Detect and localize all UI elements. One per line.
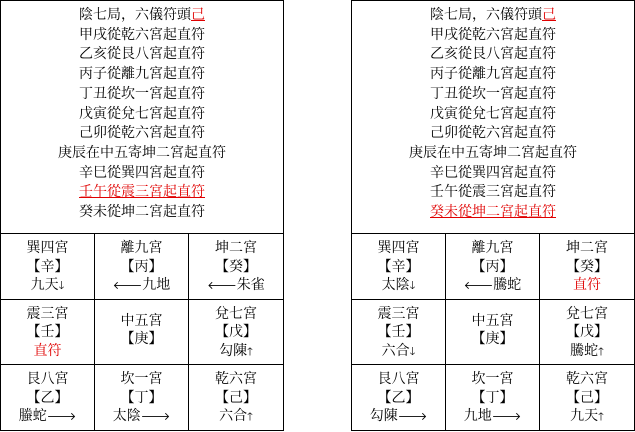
left-cell-zhen3 bbox=[1, 300, 95, 366]
stem: 【丁】 bbox=[471, 389, 514, 406]
deity: 九天 bbox=[30, 277, 59, 293]
palace-name: 兌七宮 bbox=[215, 305, 257, 322]
right-line: 丁丑從坎一宮起直符 bbox=[430, 85, 556, 102]
right-palace-grid bbox=[352, 234, 634, 431]
deity: 太陰 bbox=[112, 408, 141, 425]
left-cell-kun2 bbox=[189, 234, 283, 300]
right-cell-xun4 bbox=[352, 234, 446, 300]
stem: 【辛】 bbox=[377, 258, 420, 275]
arrow-up-icon: 🡑 bbox=[247, 410, 253, 424]
deity-zhifu: 直符 bbox=[573, 277, 601, 293]
palace-name: 中五宮 bbox=[120, 312, 163, 329]
deity: 勾陳 bbox=[369, 408, 398, 425]
palace-name: 震三宮 bbox=[26, 305, 69, 322]
right-cell-li9 bbox=[446, 234, 540, 300]
right-header-highlight: 己 bbox=[542, 7, 556, 23]
left-cell-li9 bbox=[95, 234, 189, 300]
left-cell-zhong5 bbox=[95, 300, 189, 366]
right-cell-zhong5 bbox=[446, 300, 540, 366]
left-line: 丁丑從坎一宮起直符 bbox=[79, 85, 205, 102]
left-highlight-line: 壬午從震三宮起直符 bbox=[79, 184, 205, 201]
palace-name: 離九宮 bbox=[471, 240, 514, 256]
right-line: 己卯從乾六宮起直符 bbox=[430, 125, 556, 142]
arrow-right-icon: 🡒 bbox=[46, 410, 77, 424]
stem: 【戊】 bbox=[215, 324, 257, 341]
right-cell-gen8 bbox=[352, 365, 446, 431]
stem: 【丙】 bbox=[120, 258, 163, 275]
right-header-text: 陰七局，六儀符頭 bbox=[430, 7, 542, 23]
palace-name: 坎一宮 bbox=[120, 371, 163, 388]
stem: 【癸】 bbox=[215, 258, 257, 275]
left-header-text: 陰七局，六儀符頭 bbox=[79, 7, 191, 23]
stem: 【己】 bbox=[215, 389, 257, 406]
deity: 九地 bbox=[463, 408, 492, 425]
left-line: 戊寅從兌七宮起直符 bbox=[79, 105, 205, 122]
arrow-down-icon: 🡓 bbox=[58, 279, 65, 292]
arrow-right-icon: 🡒 bbox=[397, 410, 428, 424]
right-cell-dui7 bbox=[540, 300, 634, 366]
deity: 九地 bbox=[142, 277, 171, 293]
palace-name: 巽四宮 bbox=[377, 240, 420, 256]
deity: 螣蛇 bbox=[18, 408, 47, 425]
deity: 朱雀 bbox=[236, 277, 265, 293]
stem: 【己】 bbox=[566, 389, 608, 406]
right-cell-zhen3 bbox=[352, 300, 446, 366]
arrow-right-icon: 🡒 bbox=[140, 410, 171, 424]
right-line: 庚辰在中五寄坤二宮起直符 bbox=[409, 144, 577, 161]
left-palace-grid bbox=[1, 234, 283, 431]
arrow-left-icon: 🡐 bbox=[463, 279, 494, 292]
palace-name: 坎一宮 bbox=[471, 371, 514, 388]
arrow-up-icon: 🡑 bbox=[598, 410, 604, 424]
stem: 【壬】 bbox=[377, 324, 420, 341]
right-header-line bbox=[352, 6, 634, 26]
left-line: 辛巳從巽四宮起直符 bbox=[79, 164, 205, 181]
stem: 【壬】 bbox=[26, 324, 69, 341]
right-line: 丙子從離九宮起直符 bbox=[430, 66, 556, 83]
stem: 【癸】 bbox=[566, 258, 608, 275]
left-cell-dui7 bbox=[189, 300, 283, 366]
deity-zhifu: 直符 bbox=[33, 342, 62, 359]
left-line: 甲戌從乾六宮起直符 bbox=[79, 26, 205, 43]
deity: 六合 bbox=[381, 342, 410, 359]
right-line: 壬午從震三宮起直符 bbox=[430, 184, 556, 201]
stem: 【乙】 bbox=[377, 389, 420, 406]
palace-name: 兌七宮 bbox=[566, 305, 608, 322]
right-cell-qian6 bbox=[540, 365, 634, 431]
palace-name: 坤二宮 bbox=[215, 240, 257, 256]
deity: 騰蛇 bbox=[493, 277, 522, 293]
right-cell-kan1 bbox=[446, 365, 540, 431]
stem: 【丁】 bbox=[120, 389, 163, 406]
palace-name: 艮八宮 bbox=[377, 371, 420, 388]
palace-name: 巽四宮 bbox=[26, 240, 69, 256]
deity: 六合 bbox=[219, 408, 248, 425]
arrow-up-icon: 🡑 bbox=[247, 344, 253, 358]
palace-name: 乾六宮 bbox=[215, 371, 257, 388]
right-line: 甲戌從乾六宮起直符 bbox=[430, 26, 556, 43]
arrow-down-icon: 🡓 bbox=[409, 344, 416, 358]
palace-name: 乾六宮 bbox=[566, 371, 608, 388]
left-cell-xun4 bbox=[1, 234, 95, 300]
right-line: 戊寅從兌七宮起直符 bbox=[430, 105, 556, 122]
left-cell-qian6 bbox=[189, 365, 283, 431]
arrow-right-icon: 🡒 bbox=[491, 410, 522, 424]
arrow-down-icon: 🡓 bbox=[409, 279, 416, 292]
stem: 【庚】 bbox=[471, 331, 514, 348]
deity: 勾陳 bbox=[219, 342, 248, 359]
palace-name: 震三宮 bbox=[377, 305, 420, 322]
right-chart-panel bbox=[351, 0, 635, 431]
left-header-line bbox=[1, 6, 283, 26]
deity: 騰蛇 bbox=[570, 342, 599, 359]
palace-name: 中五宮 bbox=[471, 312, 514, 329]
left-chart-panel bbox=[0, 0, 284, 431]
right-highlight-line: 癸未從坤二宮起直符 bbox=[430, 204, 556, 221]
left-header-highlight: 己 bbox=[191, 7, 205, 23]
left-description-box bbox=[1, 1, 283, 234]
palace-name: 坤二宮 bbox=[566, 240, 608, 256]
left-line: 癸未從坤二宮起直符 bbox=[79, 204, 205, 221]
arrow-left-icon: 🡐 bbox=[207, 279, 237, 292]
right-cell-kun2 bbox=[540, 234, 634, 300]
stem: 【丙】 bbox=[471, 258, 514, 275]
stem: 【辛】 bbox=[26, 258, 69, 275]
right-line: 辛巳從巽四宮起直符 bbox=[430, 164, 556, 181]
left-cell-gen8 bbox=[1, 365, 95, 431]
left-line: 己卯從乾六宮起直符 bbox=[79, 125, 205, 142]
stem: 【戊】 bbox=[566, 324, 608, 341]
arrow-up-icon: 🡑 bbox=[598, 344, 604, 358]
palace-name: 艮八宮 bbox=[26, 371, 69, 388]
deity: 九天 bbox=[570, 408, 599, 425]
right-description-box bbox=[352, 1, 634, 234]
left-cell-kan1 bbox=[95, 365, 189, 431]
left-line: 乙亥從艮八宮起直符 bbox=[79, 46, 205, 63]
left-line: 丙子從離九宮起直符 bbox=[79, 66, 205, 83]
right-line: 乙亥從艮八宮起直符 bbox=[430, 46, 556, 63]
stem: 【乙】 bbox=[26, 389, 69, 406]
arrow-left-icon: 🡐 bbox=[112, 279, 143, 292]
deity: 太陰 bbox=[381, 277, 410, 293]
left-line: 庚辰在中五寄坤二宮起直符 bbox=[58, 144, 226, 161]
stem: 【庚】 bbox=[120, 331, 163, 348]
palace-name: 離九宮 bbox=[120, 240, 163, 256]
